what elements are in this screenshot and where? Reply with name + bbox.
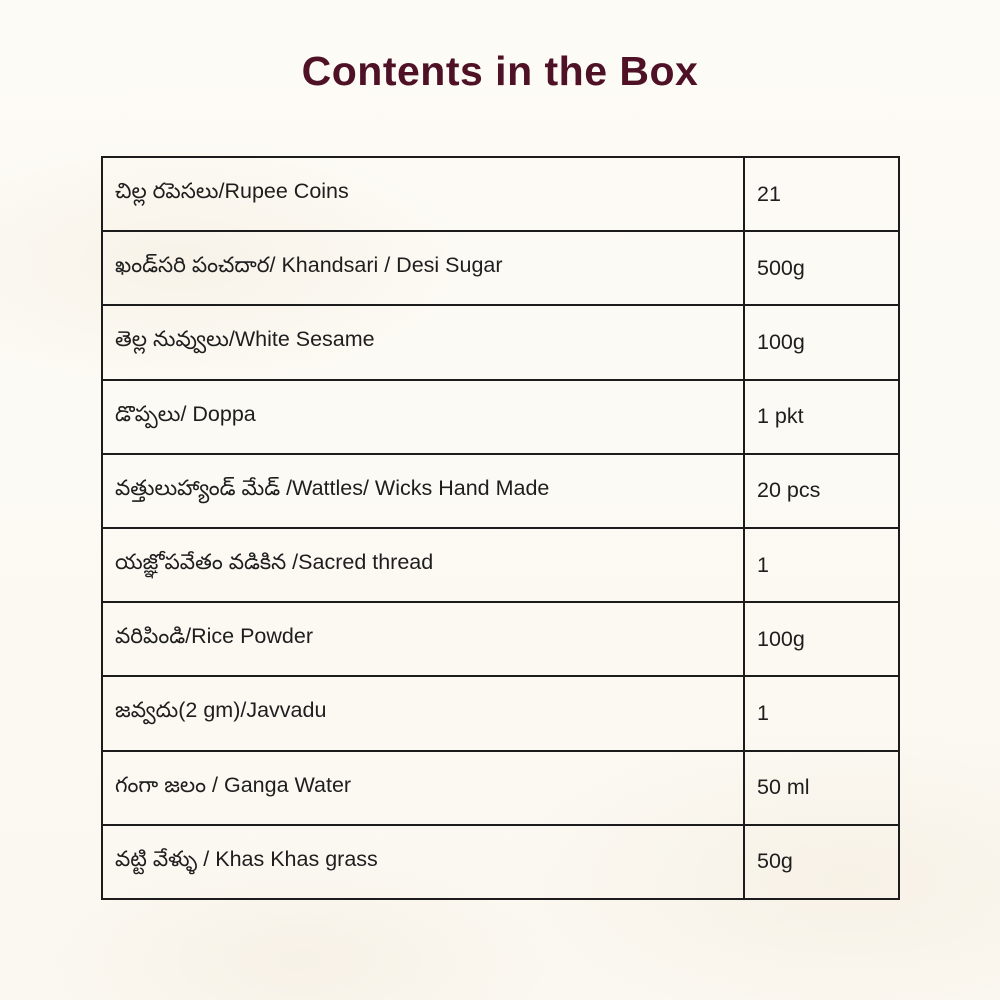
item-cell: వత్తులుహ్యాండ్ మేడ్ /Wattles/ Wicks Hand Made [102, 454, 744, 528]
item-cell: యజ్ఞోపవేతం వడికిన /Sacred thread [102, 528, 744, 602]
table-row [102, 231, 899, 305]
qty-cell: 1 [744, 676, 899, 750]
table-row [102, 528, 899, 602]
qty-cell: 1 [744, 528, 899, 602]
item-cell: జవ్వదు(2 gm)/Javvadu [102, 676, 744, 750]
table-row [102, 380, 899, 454]
qty-cell: 50 ml [744, 751, 899, 825]
qty-cell: 100g [744, 305, 899, 379]
qty-cell: 50g [744, 825, 899, 899]
table-row [102, 305, 899, 379]
item-cell: వట్టి వేళ్ళు / Khas Khas grass [102, 825, 744, 899]
contents-table [101, 156, 900, 900]
table-row [102, 157, 899, 231]
qty-cell: 21 [744, 157, 899, 231]
qty-cell: 100g [744, 602, 899, 676]
page-title: Contents in the Box [301, 48, 699, 94]
qty-cell: 20 pcs [744, 454, 899, 528]
item-cell: వరిపిండి/Rice Powder [102, 602, 744, 676]
table-row [102, 676, 899, 750]
table-row [102, 602, 899, 676]
qty-cell: 500g [744, 231, 899, 305]
table-row [102, 825, 899, 899]
item-cell: ఖండ్‌సరి పంచదార/ Khandsari / Desi Sugar [102, 231, 744, 305]
item-cell: గంగా జలం / Ganga Water [102, 751, 744, 825]
table-row [102, 454, 899, 528]
qty-cell: 1 pkt [744, 380, 899, 454]
table-row [102, 751, 899, 825]
item-cell: డొప్పలు/ Doppa [102, 380, 744, 454]
item-cell: చిల్ల రపెసలు/Rupee Coins [102, 157, 744, 231]
item-cell: తెల్ల నువ్వులు/White Sesame [102, 305, 744, 379]
